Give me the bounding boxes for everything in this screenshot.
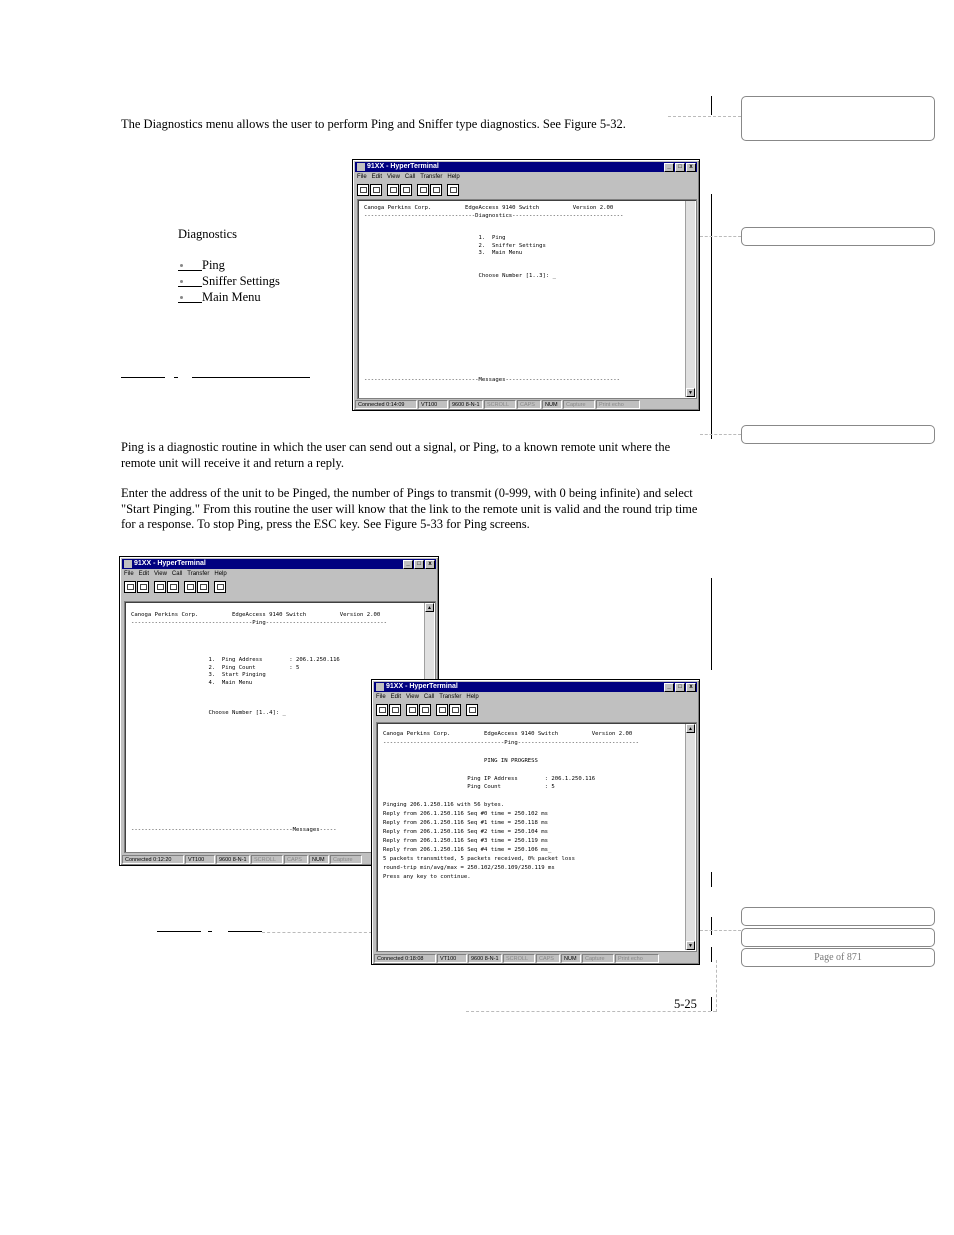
status-bar <box>374 954 697 963</box>
hyperterminal-window-ping-progress <box>371 679 700 965</box>
status-segment: CAPS <box>517 400 541 409</box>
messages-divider: ------------------------------------------------Messages----- <box>131 826 337 833</box>
terminal-line: 2. Ping Count : 5 <box>131 664 300 671</box>
diagnostics-title: Diagnostics <box>178 227 238 241</box>
send-icon[interactable] <box>436 704 448 716</box>
terminal-line: ------------------------------------Ping------------------------------------ <box>383 739 639 746</box>
open-icon[interactable] <box>137 581 149 593</box>
caption-rule <box>121 377 165 378</box>
terminal-line: Ping IP Address : 206.1.250.116 <box>383 775 596 782</box>
receive-icon[interactable] <box>430 184 442 196</box>
receive-icon[interactable] <box>197 581 209 593</box>
terminal-line: Reply from 206.1.250.116 Seq #3 time = 250.119 ms <box>383 837 549 844</box>
terminal-line: ---------------------------------Diagnostics--------------------------------- <box>364 212 624 219</box>
terminal-line <box>364 265 682 273</box>
hyperterminal-icon <box>124 560 132 568</box>
terminal-line: round-trip min/avg/max = 250.102/250.109/250.119 ms <box>383 864 555 871</box>
terminal-line <box>131 627 421 635</box>
properties-icon[interactable] <box>447 184 459 196</box>
diagnostics-menu-text <box>178 227 328 317</box>
close-button[interactable]: x <box>425 560 435 569</box>
hyperterminal-window-diagnostics <box>352 159 700 411</box>
terminal-line <box>383 766 682 775</box>
status-segment: Connected 0:12:20 <box>122 855 184 864</box>
status-segment: SCROLL <box>484 400 516 409</box>
terminal-line: 3. Main Menu <box>364 250 523 256</box>
menu-help[interactable]: Help <box>447 174 460 180</box>
send-icon[interactable] <box>417 184 429 196</box>
terminal-line: Choose Number [1..3]: _ <box>364 272 556 279</box>
menu-file[interactable]: File <box>357 174 367 180</box>
menu-bar <box>357 173 460 182</box>
status-segment: Print echo <box>596 400 640 409</box>
scrollbar[interactable] <box>685 201 695 397</box>
maximize-button[interactable]: □ <box>414 560 424 569</box>
comment-balloon[interactable] <box>741 227 935 246</box>
close-button[interactable]: x <box>686 163 696 172</box>
status-segment: CAPS <box>284 855 308 864</box>
ping-paragraph-2: Enter the address of the unit to be Pinged, the number of Pings to transmit (0-999, with 0 being infinite) and select "Start Pinging." From this routine the user will know that the link to the remote unit is valid and the round trip time for a response. To stop Ping, press the ESC key. See Figure 5-33 for Ping screens. <box>121 486 698 531</box>
menu-view[interactable]: View <box>406 694 419 700</box>
comment-balloon[interactable] <box>741 907 935 926</box>
comment-balloon[interactable] <box>741 928 935 947</box>
comment-leader <box>716 960 717 1012</box>
terminal-line: 1. Ping Address : 206.1.250.116 <box>131 657 340 663</box>
terminal-screen[interactable] <box>357 199 697 399</box>
change-bar <box>711 997 712 1011</box>
terminal-line: 5 packets transmitted, 5 packets received, 0% packet loss <box>383 855 575 862</box>
terminal-line: Choose Number [1..4]: _ <box>131 709 286 716</box>
terminal-line: Canoga Perkins Corp. EdgeAccess 9140 Switch Version 2.00 <box>364 205 614 211</box>
menu-bar <box>376 693 479 702</box>
minimize-button[interactable]: _ <box>403 560 413 569</box>
menu-transfer[interactable]: Transfer <box>187 571 210 577</box>
menu-edit[interactable]: Edit <box>390 694 402 700</box>
menu-edit[interactable]: Edit <box>371 174 383 180</box>
maximize-button[interactable]: □ <box>675 163 685 172</box>
new-icon[interactable] <box>124 581 136 593</box>
change-bar <box>711 578 712 670</box>
status-segment: SCROLL <box>503 954 535 963</box>
change-bar <box>711 194 712 439</box>
status-segment: Connected 0:14:09 <box>355 400 417 409</box>
intro-paragraph: The Diagnostics menu allows the user to perform Ping and Sniffer type diagnostics. See Figure 5-32. <box>121 117 626 131</box>
comment-balloon[interactable] <box>741 425 935 444</box>
terminal-line <box>383 748 682 757</box>
status-segment: VT100 <box>437 954 467 963</box>
status-segment: VT100 <box>418 400 448 409</box>
caption-rule <box>208 931 212 932</box>
status-bar <box>355 400 697 409</box>
caption-rule <box>192 377 310 378</box>
disconnect-icon[interactable] <box>400 184 412 196</box>
title-bar: 91XX - HyperTerminal _ □ x <box>355 162 697 172</box>
scroll-down-icon[interactable]: ▼ <box>686 388 695 397</box>
terminal-line: Ping Count : 5 <box>383 784 555 791</box>
terminal-line: 1. Ping <box>364 235 506 241</box>
open-icon[interactable] <box>370 184 382 196</box>
disconnect-icon[interactable] <box>167 581 179 593</box>
open-icon[interactable] <box>389 704 401 716</box>
status-segment: SCROLL <box>251 855 283 864</box>
terminal-line: PING IN PROGRESS <box>383 757 538 764</box>
caption-rule <box>228 931 262 932</box>
menu-view[interactable]: View <box>387 174 400 180</box>
new-icon[interactable] <box>357 184 369 196</box>
menu-call[interactable]: Call <box>171 571 183 577</box>
title-bar: 91XX - HyperTerminal _ □ x <box>374 682 697 692</box>
terminal-line: Reply from 206.1.250.116 Seq #4 time = 250.106 ms_ <box>383 846 552 853</box>
messages-divider: ----------------------------------Messages---------------------------------- <box>364 376 620 383</box>
ping-paragraph-1: Ping is a diagnostic routine in which the user can send out a signal, or Ping, to a known remote unit where the remote unit will receive it and return a reply. <box>121 440 671 470</box>
page-number: 5-25 <box>674 997 697 1011</box>
terminal-line: ------------------------------------Ping------------------------------------ <box>131 619 387 626</box>
receive-icon[interactable] <box>449 704 461 716</box>
status-segment: NUM <box>542 400 562 409</box>
menu-edit[interactable]: Edit <box>138 571 150 577</box>
status-segment: NUM <box>309 855 329 864</box>
status-segment: Capture <box>563 400 595 409</box>
terminal-line: Press any key to continue. <box>383 873 471 880</box>
terminal-line: 4. Main Menu <box>131 679 253 686</box>
caption-rule <box>157 931 201 932</box>
status-segment: 9600 8-N-1 <box>449 400 483 409</box>
menu-call[interactable]: Call <box>423 694 435 700</box>
hyperterminal-icon <box>376 683 384 691</box>
terminal-line: Reply from 206.1.250.116 Seq #0 time = 250.102 ms <box>383 811 549 818</box>
status-segment: 9600 8-N-1 <box>468 954 502 963</box>
menu-file[interactable]: File <box>376 694 386 700</box>
comment-balloon[interactable] <box>741 96 935 141</box>
comment-leader <box>700 236 741 237</box>
comment-leader <box>700 930 741 931</box>
change-bar <box>711 872 712 887</box>
scroll-up-icon[interactable]: ▲ <box>425 603 434 612</box>
toolbar <box>124 580 226 594</box>
terminal-line: Reply from 206.1.250.116 Seq #1 time = 250.118 ms <box>383 820 549 827</box>
diagnostics-item-main-menu: Main Menu <box>178 290 261 305</box>
disconnect-icon[interactable] <box>419 704 431 716</box>
terminal-line <box>364 220 682 228</box>
status-segment: NUM <box>561 954 581 963</box>
terminal-line: Reply from 206.1.250.116 Seq #2 time = 250.104 ms <box>383 828 549 835</box>
status-segment: Print echo <box>615 954 659 963</box>
maximize-button[interactable]: □ <box>675 683 685 692</box>
terminal-line <box>364 258 682 266</box>
terminal-line <box>131 650 421 658</box>
status-segment: Capture <box>330 855 362 864</box>
comment-leader <box>466 1011 716 1012</box>
terminal-line <box>383 792 682 801</box>
menu-transfer[interactable]: Transfer <box>420 174 443 180</box>
scrollbar[interactable] <box>685 724 695 950</box>
menu-file[interactable]: File <box>124 571 134 577</box>
diagnostics-item-ping: Ping <box>178 258 225 273</box>
send-icon[interactable] <box>184 581 196 593</box>
page-of-balloon: Page of 871 <box>741 948 935 967</box>
change-bar <box>711 96 712 115</box>
terminal-line: Canoga Perkins Corp. EdgeAccess 9140 Switch Version 2.00 <box>131 612 381 618</box>
properties-icon[interactable] <box>214 581 226 593</box>
diagnostics-item-sniffer: Sniffer Settings <box>178 274 280 289</box>
menu-help[interactable]: Help <box>466 694 479 700</box>
terminal-line: 3. Start Pinging <box>131 672 266 678</box>
toolbar <box>357 183 459 197</box>
status-segment: Capture <box>582 954 614 963</box>
status-segment: Connected 0:18:08 <box>374 954 436 963</box>
comment-leader <box>700 434 741 435</box>
terminal-text <box>383 730 682 881</box>
minimize-button[interactable]: _ <box>664 683 674 692</box>
terminal-line: 2. Sniffer Settings <box>364 242 546 249</box>
close-button[interactable]: x <box>686 683 696 692</box>
terminal-line <box>131 635 421 643</box>
connect-icon[interactable] <box>406 704 418 716</box>
connect-icon[interactable] <box>387 184 399 196</box>
status-segment: 9600 8-N-1 <box>216 855 250 864</box>
status-segment: VT100 <box>185 855 215 864</box>
comment-leader <box>668 116 741 117</box>
menu-bar <box>124 570 227 579</box>
scroll-up-icon[interactable]: ▲ <box>686 724 695 733</box>
menu-transfer[interactable]: Transfer <box>439 694 462 700</box>
toolbar <box>376 703 478 717</box>
hyperterminal-icon <box>357 163 365 171</box>
menu-help[interactable]: Help <box>214 571 227 577</box>
terminal-text <box>364 205 682 280</box>
menu-call[interactable]: Call <box>404 174 416 180</box>
comment-leader <box>262 932 372 933</box>
minimize-button[interactable]: _ <box>664 163 674 172</box>
title-bar: 91XX - HyperTerminal _ □ x <box>122 559 436 569</box>
status-segment: CAPS <box>536 954 560 963</box>
new-icon[interactable] <box>376 704 388 716</box>
change-bar <box>711 917 712 935</box>
terminal-line: Canoga Perkins Corp. EdgeAccess 9140 Switch Version 2.00 <box>383 731 633 737</box>
menu-view[interactable]: View <box>154 571 167 577</box>
change-bar <box>711 947 712 962</box>
terminal-line: Pinging 206.1.250.116 with 56 bytes. <box>383 802 505 809</box>
scroll-down-icon[interactable]: ▼ <box>686 941 695 950</box>
connect-icon[interactable] <box>154 581 166 593</box>
terminal-screen[interactable] <box>376 722 697 952</box>
terminal-line <box>131 642 421 650</box>
caption-rule <box>174 377 178 378</box>
properties-icon[interactable] <box>466 704 478 716</box>
terminal-line <box>364 228 682 236</box>
